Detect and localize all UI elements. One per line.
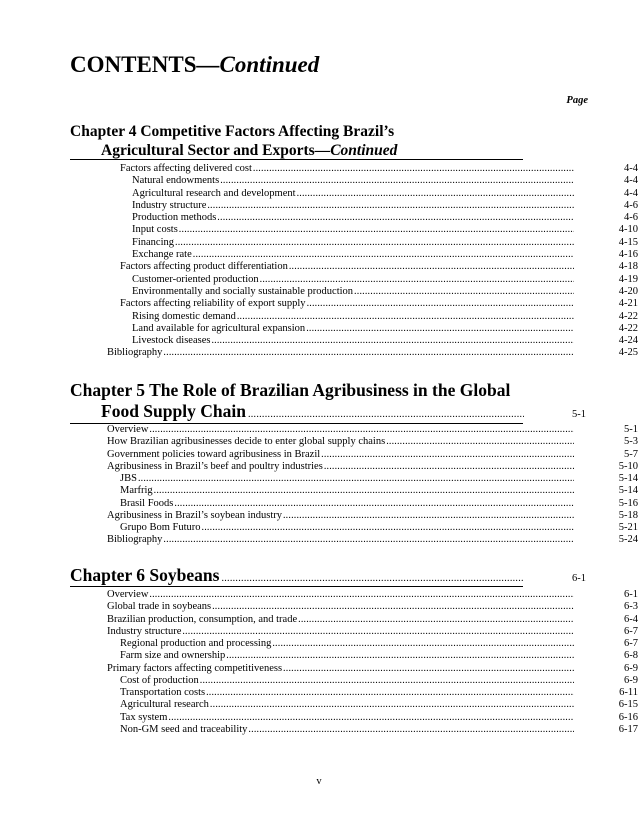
toc-entry[interactable] — [0, 249, 638, 261]
leader-dots — [289, 261, 574, 272]
toc-entry[interactable] — [0, 261, 638, 273]
toc-entry-title: Land available for agricultural expansion — [132, 322, 306, 334]
page-column-label: Page — [566, 95, 588, 106]
toc-entry[interactable] — [0, 614, 638, 626]
leader-dots — [220, 175, 574, 186]
toc-entry-title: Natural endowments — [132, 175, 220, 187]
leader-dots — [202, 522, 574, 533]
chapter-4-title-suffix: —Continued — [314, 142, 398, 159]
toc-entry-title: Factors affecting product differentiation — [120, 261, 288, 273]
toc-entry-page: 5-10 — [618, 460, 638, 472]
toc-entry-title: Livestock diseases — [132, 335, 211, 347]
toc-entry[interactable] — [0, 589, 638, 601]
leader-dots — [174, 498, 574, 509]
toc-entry-title: JBS — [120, 473, 137, 484]
toc-entry-title: Environmentally and socially sustainable production — [132, 285, 354, 297]
leader-dots — [207, 200, 574, 211]
toc-entry-page: 6-16 — [618, 711, 638, 723]
leader-dots — [154, 485, 574, 496]
toc-entry-page: 5-21 — [618, 522, 638, 533]
page-title-main: CONTENTS — [70, 52, 197, 77]
toc-entry[interactable] — [0, 650, 638, 662]
toc-entry-page: 5-16 — [618, 497, 638, 509]
toc-entry[interactable] — [0, 347, 638, 359]
chapter-6-rule — [70, 586, 523, 587]
leader-dots — [248, 409, 524, 420]
chapter-5-title-row[interactable] — [70, 401, 586, 422]
toc-entry[interactable] — [0, 663, 638, 675]
leader-dots — [221, 573, 524, 584]
leader-dots — [237, 311, 574, 322]
leader-dots — [272, 638, 574, 649]
toc-entry[interactable] — [0, 687, 638, 699]
toc-entry-page: 6-7 — [624, 638, 638, 649]
toc-entry[interactable] — [0, 323, 638, 335]
toc-entry-title: Cost of production — [120, 674, 199, 686]
toc-entry-title: Input costs — [132, 224, 178, 236]
toc-entry[interactable] — [0, 424, 638, 436]
toc-entry-title: Bibliography — [107, 534, 163, 546]
toc-entry-page: 4-16 — [618, 249, 638, 261]
toc-entry-page: 6-7 — [624, 625, 638, 637]
leader-dots — [354, 286, 574, 297]
toc-entry[interactable] — [0, 534, 638, 546]
toc-entry-page: 4-21 — [618, 298, 638, 310]
toc-entry[interactable] — [0, 200, 638, 212]
leader-dots — [206, 687, 574, 698]
toc-entry[interactable] — [0, 699, 638, 711]
chapter-5-heading — [70, 380, 586, 401]
toc-entry-page: 4-18 — [618, 261, 638, 273]
leader-dots — [386, 436, 574, 447]
toc-entry[interactable] — [0, 311, 638, 323]
toc-entry-page: 6-4 — [624, 613, 638, 625]
leader-dots — [168, 712, 574, 723]
toc-entry-page: 4-19 — [618, 273, 638, 285]
toc-entry-page: 6-8 — [624, 650, 638, 662]
toc-entry[interactable] — [0, 224, 638, 236]
toc-entry[interactable] — [0, 436, 638, 448]
leader-dots — [179, 224, 574, 235]
chapter-4-title-line2: Agricultural Sector and Exports — [101, 142, 315, 159]
toc-entry-title: Industry structure — [132, 199, 207, 211]
leader-dots — [283, 663, 574, 674]
leader-dots — [210, 699, 574, 710]
chapter-4-entries — [0, 163, 638, 360]
toc-entry-page: 4-20 — [618, 285, 638, 297]
chapter-6-page: 6-1 — [572, 573, 586, 584]
toc-entry-title: Exchange rate — [132, 249, 192, 261]
toc-entry-title: Brasil Foods — [120, 497, 174, 509]
toc-entry-title: How Brazilian agribusinesses decide to enter global supply chains — [107, 436, 386, 448]
leader-dots — [324, 461, 574, 472]
leader-dots — [211, 335, 574, 346]
toc-entry[interactable] — [0, 638, 638, 650]
toc-entry-page: 6-3 — [624, 601, 638, 613]
toc-entry[interactable] — [0, 163, 638, 175]
toc-entry-title: Agricultural research and development — [132, 187, 296, 199]
leader-dots — [297, 188, 574, 199]
leader-dots — [253, 163, 574, 174]
toc-entry-title: Customer-oriented production — [132, 273, 259, 285]
page-number: v — [316, 776, 322, 787]
toc-entry-page: 4-24 — [618, 335, 638, 347]
toc-entry-page: 6-9 — [624, 674, 638, 686]
toc-entry-title: Overview — [107, 424, 149, 435]
toc-entry-page: 5-1 — [624, 424, 638, 435]
toc-entry-title: Grupo Bom Futuro — [120, 522, 201, 533]
toc-entry-title: Tax system — [120, 711, 168, 723]
toc-entry[interactable] — [0, 510, 638, 522]
chapter-4-title-line1: Chapter 4 Competitive Factors Affecting Brazil’s — [70, 123, 395, 140]
toc-entry[interactable] — [0, 286, 638, 298]
toc-entry[interactable] — [0, 449, 638, 461]
toc-entry-title: Bibliography — [107, 347, 163, 359]
toc-entry[interactable] — [0, 498, 638, 510]
leader-dots — [182, 626, 574, 637]
toc-entry[interactable] — [0, 712, 638, 724]
toc-entry-page: 4-22 — [618, 310, 638, 322]
chapter-5-title-line2: Food Supply Chain — [101, 401, 246, 421]
chapter-4-rule — [70, 159, 523, 160]
toc-entry[interactable] — [0, 601, 638, 613]
toc-entry-title: Non-GM seed and traceability — [120, 723, 248, 735]
leader-dots — [226, 650, 574, 661]
chapter-5-title-line1: Chapter 5 The Role of Brazilian Agribusiness in the Global — [70, 380, 511, 400]
toc-entry-page: 4-15 — [618, 236, 638, 248]
toc-entry[interactable] — [0, 237, 638, 249]
toc-entry[interactable] — [0, 175, 638, 187]
toc-entry[interactable] — [0, 724, 638, 736]
leader-dots — [163, 534, 574, 545]
leader-dots — [307, 298, 574, 309]
leader-dots — [212, 601, 574, 612]
leader-dots — [149, 424, 574, 435]
leader-dots — [200, 675, 574, 686]
toc-entry[interactable] — [0, 626, 638, 638]
toc-entry[interactable] — [0, 461, 638, 473]
toc-entry[interactable] — [0, 675, 638, 687]
chapter-5-entries — [0, 424, 638, 547]
leader-dots — [306, 323, 574, 334]
toc-entry-title: Marfrig — [120, 485, 153, 497]
toc-entry-page: 6-17 — [618, 723, 638, 735]
toc-entry-page: 6-15 — [618, 699, 638, 711]
toc-entry[interactable] — [0, 188, 638, 200]
toc-entry-title: Agribusiness in Brazil’s soybean industry — [107, 509, 282, 521]
toc-entry-title: Rising domestic demand — [132, 310, 236, 322]
page-title — [70, 52, 319, 78]
leader-dots — [175, 237, 574, 248]
toc-entry-page: 6-11 — [619, 687, 638, 698]
toc-entry-title: Farm size and ownership — [120, 650, 226, 662]
toc-entry-title: Agribusiness in Brazil’s beef and poultry industries — [107, 460, 323, 472]
toc-entry-page: 4-4 — [624, 187, 638, 199]
toc-entry[interactable] — [0, 485, 638, 497]
toc-entry[interactable] — [0, 473, 638, 485]
leader-dots — [248, 724, 574, 735]
leader-dots — [283, 510, 574, 521]
toc-entry-page: 6-1 — [624, 589, 638, 600]
toc-entry-page: 4-10 — [618, 224, 638, 236]
toc-entry-title: Agricultural research — [120, 699, 209, 711]
toc-entry-title: Production methods — [132, 212, 217, 224]
toc-entry-title: Regional production and processing — [120, 638, 272, 649]
toc-entry-title: Industry structure — [107, 625, 182, 637]
chapter-5-page: 5-1 — [572, 409, 586, 420]
chapter-6-entries — [0, 589, 638, 736]
toc-entry-title: Transportation costs — [120, 687, 206, 698]
toc-entry-page: 5-7 — [624, 448, 638, 460]
toc-entry-page: 6-9 — [624, 662, 638, 674]
toc-entry-page: 4-22 — [618, 322, 638, 334]
toc-entry-title: Government policies toward agribusiness in Brazil — [107, 448, 321, 460]
toc-entry-title: Factors affecting delivered cost — [120, 163, 252, 174]
toc-entry[interactable] — [0, 298, 638, 310]
toc-entry-page: 5-3 — [624, 436, 638, 448]
toc-entry[interactable] — [0, 274, 638, 286]
toc-entry[interactable] — [0, 212, 638, 224]
chapter-4-heading — [70, 122, 586, 160]
toc-entry-title: Brazilian production, consumption, and trade — [107, 613, 298, 625]
toc-entry-title: Primary factors affecting competitiveness — [107, 662, 283, 674]
toc-entry-page: 5-14 — [618, 473, 638, 484]
leader-dots — [321, 449, 574, 460]
toc-entry-title: Overview — [107, 589, 149, 600]
leader-dots — [138, 473, 574, 484]
toc-entry-page: 4-4 — [624, 175, 638, 187]
leader-dots — [163, 347, 574, 358]
leader-dots — [217, 212, 574, 223]
leader-dots — [298, 614, 574, 625]
toc-entry[interactable] — [0, 522, 638, 534]
toc-entry-page: 5-24 — [618, 534, 638, 546]
chapter-6-title: Chapter 6 Soybeans — [70, 565, 220, 585]
toc-entry-page: 5-14 — [618, 485, 638, 497]
toc-entry[interactable] — [0, 335, 638, 347]
toc-entry-page: 4-4 — [624, 163, 638, 174]
leader-dots — [193, 249, 574, 260]
chapter-6-title-row[interactable] — [70, 565, 586, 586]
toc-entry-page: 5-18 — [618, 509, 638, 521]
page-title-suffix: —Continued — [196, 52, 320, 77]
toc-entry-title: Factors affecting reliability of export supply — [120, 298, 306, 310]
toc-entry-page: 4-6 — [624, 212, 638, 224]
toc-entry-title: Global trade in soybeans — [107, 601, 212, 613]
leader-dots — [260, 274, 574, 285]
toc-entry-page: 4-25 — [618, 347, 638, 359]
leader-dots — [149, 589, 574, 600]
toc-entry-page: 4-6 — [624, 199, 638, 211]
toc-entry-title: Financing — [132, 236, 174, 248]
